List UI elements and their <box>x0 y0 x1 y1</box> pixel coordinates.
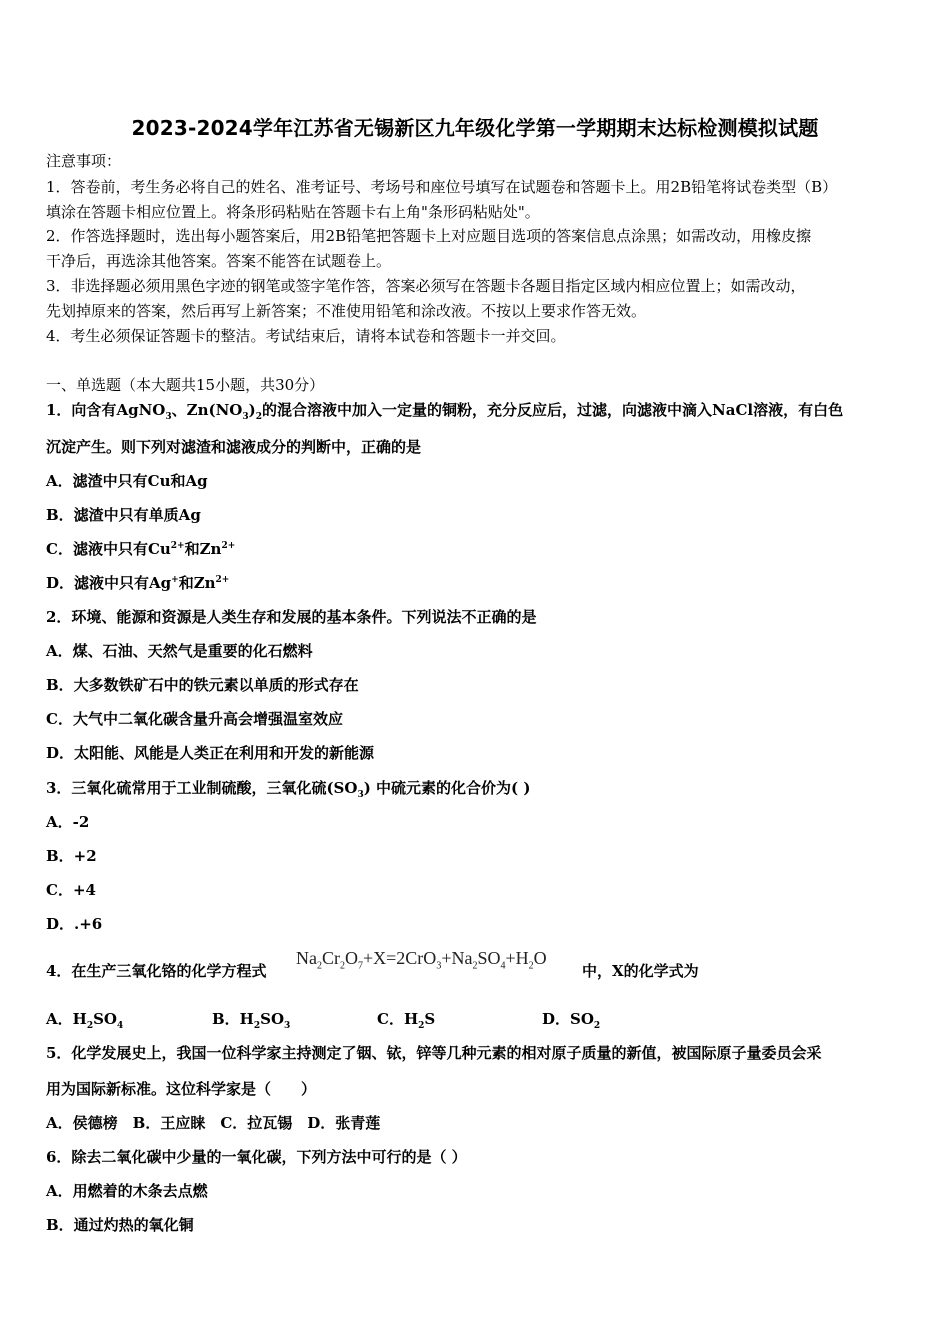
notice-line: 1．答卷前，考生务必将自己的姓名、准考证号、考场号和座位号填写在试题卷和答题卡上。用2B铅笔将试卷类型（B） <box>46 178 838 196</box>
chemical-equation: $Na_2Cr_2O_7+X=2CrO_3+Na_2SO_4+H_2O$ <box>296 948 547 972</box>
question-2-option-c: C．大气中二氧化碳含量升高会增强温室效应 <box>46 710 343 728</box>
question-6-option-a: A．用燃着的木条去点燃 <box>46 1182 208 1200</box>
notice-heading: 注意事项： <box>46 152 122 170</box>
question-2-option-d: D．太阳能、风能是人类正在利用和开发的新能源 <box>46 744 375 762</box>
notice-line: 2．作答选择题时，选出每小题答案后，用2B铅笔把答题卡上对应题目选项的答案信息点涂黑；如需改动，用橡皮擦 <box>46 227 812 245</box>
question-3-option-a: A．-2 <box>46 813 90 831</box>
question-5-stem-cont: 用为国际新标准。这位科学家是（ ） <box>46 1080 317 1098</box>
question-3-option-c: C．+4 <box>46 881 96 899</box>
notice-line: 填涂在答题卡相应位置上。将条形码粘贴在答题卡右上角"条形码粘贴处"。 <box>46 203 540 221</box>
question-4-option-b: B．$H_2SO_3$ <box>212 1010 291 1031</box>
question-5-stem: 5．化学发展史上，我国一位科学家主持测定了铟、铱，锌等几种元素的相对原子质量的新值，被国际原子量委员会采 <box>46 1044 822 1062</box>
question-1-option-c: C．滤液中只有$Cu^{2+}$和$Zn^{2+}$ <box>46 540 236 558</box>
question-3-option-b: B．+2 <box>46 847 97 865</box>
question-4-option-c: C．$H_2S$ <box>377 1010 436 1031</box>
section-heading: 一、单选题（本大题共15小题，共30分） <box>46 376 325 394</box>
question-1-stem: 1．向含有AgNO$_3$、$Zn(NO_3)_2$的混合溶液中加入一定量的铜粉，充分反应后，过滤，向滤液中滴入NaCl溶液，有白色 <box>46 401 844 422</box>
notice-line: 3．非选择题必须用黑色字迹的钢笔或签字笔作答，答案必须写在答题卡各题目指定区域内相应位置上；如需改动， <box>46 277 806 295</box>
notice-line: 干净后，再选涂其他答案。答案不能答在试题卷上。 <box>46 252 392 270</box>
question-1-option-d: D．滤液中只有Ag+和$Zn^{2+}$ <box>46 574 230 592</box>
question-4-option-d: D．$SO_2$ <box>542 1010 601 1031</box>
question-4-option-a: A．$H_2SO_4$ <box>46 1010 124 1031</box>
question-4-stem-start: 4．在生产三氧化铬的化学方程式 <box>46 962 267 980</box>
question-5-options: A．侯德榜 B．王应睐 C．拉瓦锡 D．张青莲 <box>46 1114 381 1132</box>
notice-line: 4．考生必须保证答题卡的整洁。考试结束后，请将本试卷和答题卡一并交回。 <box>46 327 566 345</box>
page-title: 2023-2024学年江苏省无锡新区九年级化学第一学期期末达标检测模拟试题 <box>131 116 819 140</box>
question-3-stem: 3．三氧化硫常用于工业制硫酸，三氧化硫$(SO_3)$ 中硫元素的化合价为( ) <box>46 779 531 800</box>
question-1-option-a: A．滤渣中只有Cu和Ag <box>46 472 208 490</box>
question-6-stem: 6．除去二氧化碳中少量的一氧化碳，下列方法中可行的是（ ） <box>46 1148 467 1166</box>
question-2-stem: 2．环境、能源和资源是人类生存和发展的基本条件。下列说法不正确的是 <box>46 608 537 626</box>
question-1-stem-cont: 沉淀产生。则下列对滤渣和滤液成分的判断中，正确的是 <box>46 438 422 456</box>
question-6-option-b: B．通过灼热的氧化铜 <box>46 1216 194 1234</box>
question-1-option-b: B．滤渣中只有单质Ag <box>46 506 201 524</box>
question-2-option-b: B．大多数铁矿石中的铁元素以单质的形式存在 <box>46 676 359 694</box>
notice-line: 先划掉原来的答案，然后再写上新答案；不准使用铅笔和涂改液。不按以上要求作答无效。 <box>46 302 647 320</box>
question-3-option-d: D．.+6 <box>46 915 103 933</box>
question-4-stem-end: 中，X的化学式为 <box>582 962 699 980</box>
question-2-option-a: A．煤、石油、天然气是重要的化石燃料 <box>46 642 313 660</box>
